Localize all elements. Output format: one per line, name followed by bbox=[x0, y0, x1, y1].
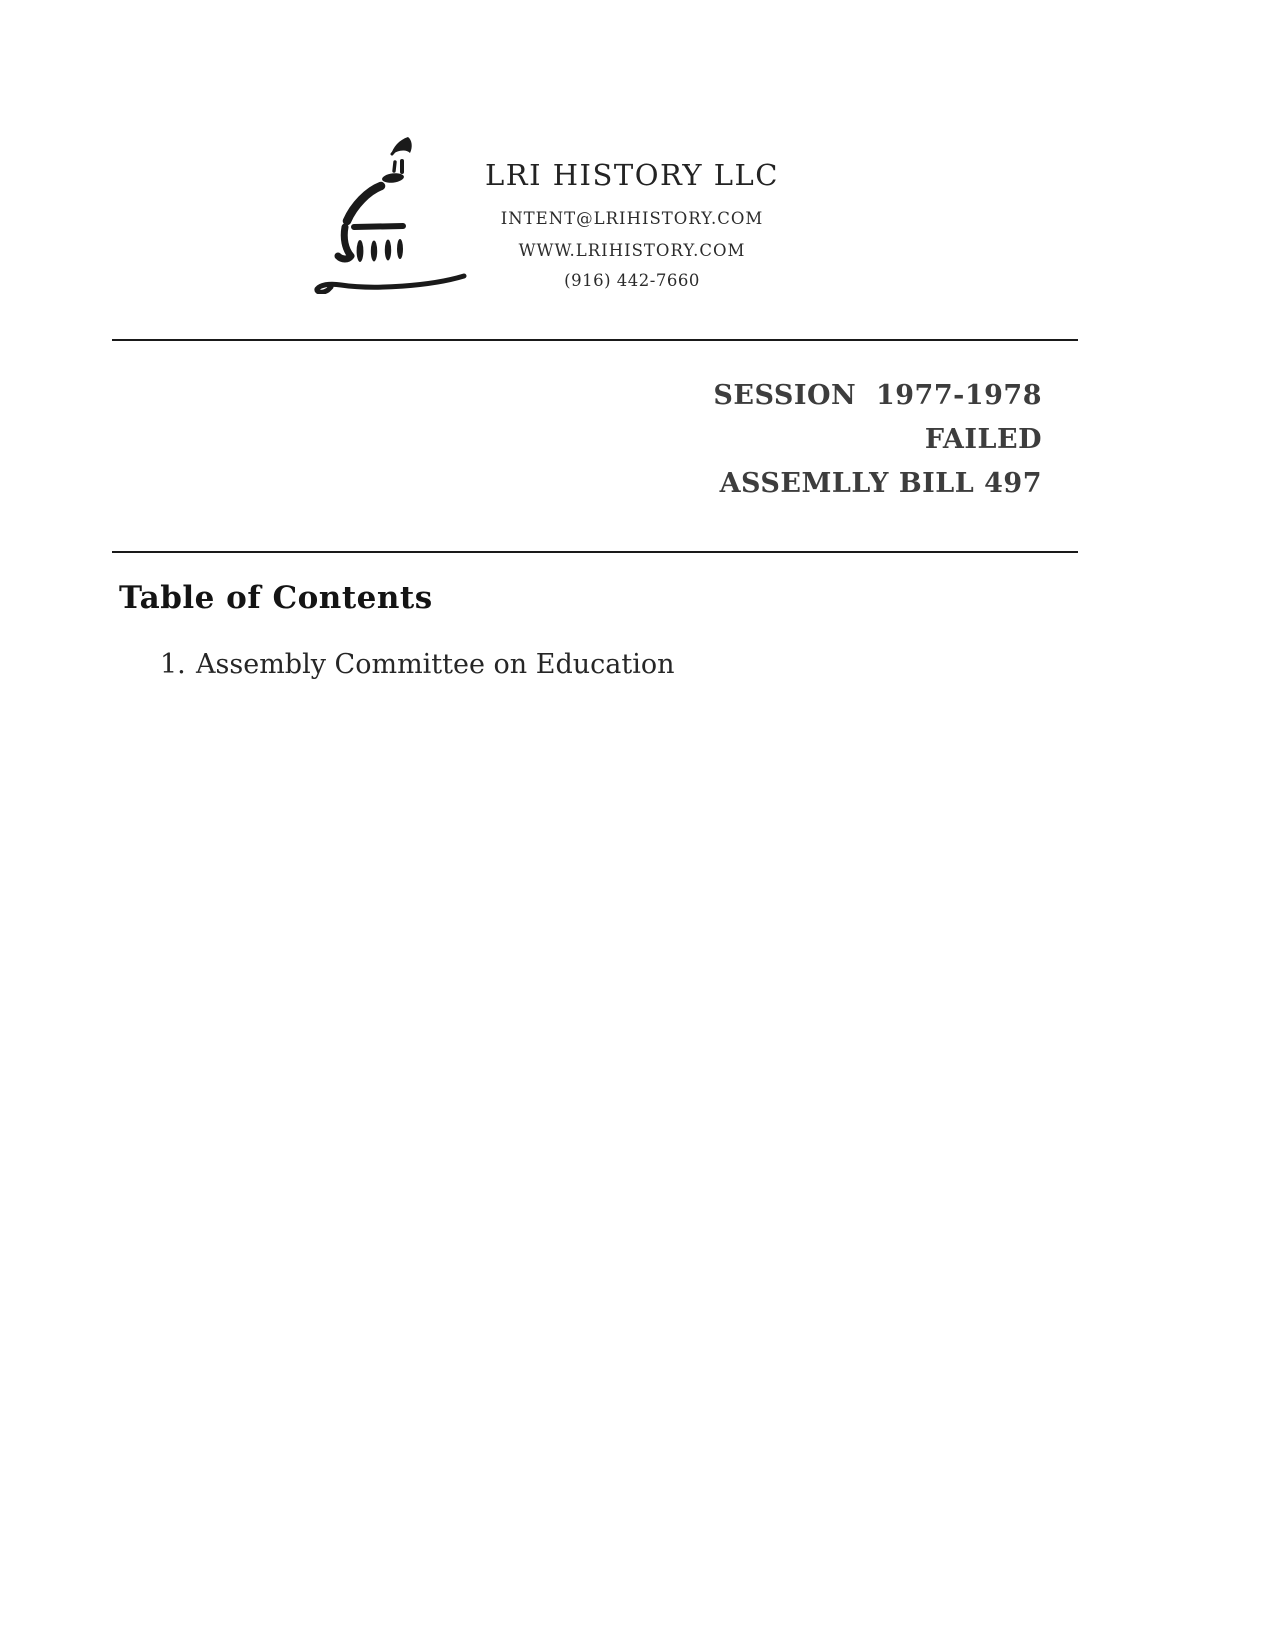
company-email: INTENT@LRIHISTORY.COM bbox=[500, 209, 764, 228]
company-website: WWW.LRIHISTORY.COM bbox=[518, 241, 746, 260]
bill-number-line: ASSEMLLY BILL 497 bbox=[719, 468, 1042, 499]
toc-list bbox=[160, 648, 675, 682]
bill-status-line: FAILED bbox=[924, 424, 1042, 455]
toc-heading: Table of Contents bbox=[119, 580, 433, 616]
session-line: SESSION 1977-1978 bbox=[713, 380, 1042, 411]
toc-entry-education bbox=[160, 648, 675, 682]
session-bill-block bbox=[713, 374, 1042, 506]
toc-entry-label: Assembly Committee on Education bbox=[196, 649, 675, 680]
company-name: LRI HISTORY LLC bbox=[484, 158, 779, 192]
divider-top bbox=[112, 339, 1078, 341]
toc-entry-number: 1. bbox=[160, 649, 186, 680]
divider-bottom bbox=[112, 551, 1078, 553]
company-phone: (916) 442-7660 bbox=[564, 271, 700, 290]
